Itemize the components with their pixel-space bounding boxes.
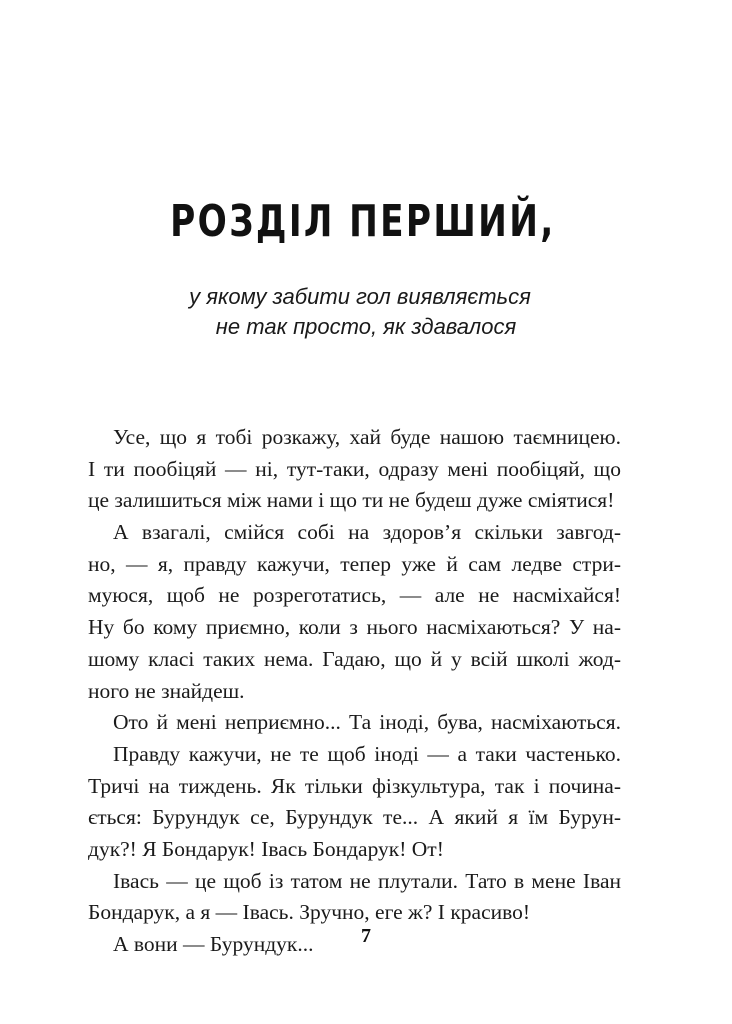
- text-line: ється: Бурундук се, Бурундук те... А який я їм Бурун-: [88, 805, 621, 830]
- text-line: дук?! Я Бондарук! Івась Бондарук! От!: [88, 836, 444, 861]
- text-line: Тричі на тиждень. Як тільки фізкультура, так і почина-: [88, 773, 621, 798]
- text-line: Івась — це щоб із татом не плутали. Тато в мене Іван: [113, 868, 621, 893]
- chapter-title: РОЗДІЛ ПЕРШИЙ,: [170, 196, 556, 247]
- text-line: І ти пообіцяй — ні, тут-таки, одразу мені пообіцяй, що: [88, 456, 621, 481]
- subtitle-line: не так просто, як здавалося: [215, 314, 517, 339]
- text-line: муюся, щоб не розреготатись, — але не насміхайся!: [88, 583, 621, 608]
- text-line: це залишиться між нами і що ти не будеш дуже сміятися!: [88, 488, 615, 513]
- page-number: 7: [361, 925, 371, 947]
- text-line: А взагалі, смійся собі на здоров’я скільки завгод-: [113, 520, 621, 545]
- text-line: Усе, що я тобі розкажу, хай буде нашою таємницею.: [113, 425, 621, 449]
- text-line: Ну бо кому приємно, коли з нього насміхаються? У на-: [88, 615, 621, 640]
- text-line: шому класі таких нема. Гадаю, що й у всій школі жод-: [88, 646, 621, 671]
- text-line: но, — я, правду кажучи, тепер уже й сам ледве стри-: [88, 551, 621, 576]
- text-line: Ото й мені неприємно... Та іноді, бува, насміхаються.: [113, 710, 621, 735]
- text-line: Правду кажучи, не те щоб іноді — а таки частенько.: [113, 741, 621, 766]
- body-text: [88, 422, 621, 961]
- text-line: А вони — Бурундук...: [113, 932, 314, 956]
- subtitle-line: у якому забити гол виявляється: [189, 284, 531, 309]
- chapter-subtitle: [0, 282, 732, 342]
- text-line: ного не знайдеш.: [88, 678, 245, 703]
- text-line: Бондарук, а я — Івась. Зручно, еге ж? І красиво!: [88, 900, 531, 925]
